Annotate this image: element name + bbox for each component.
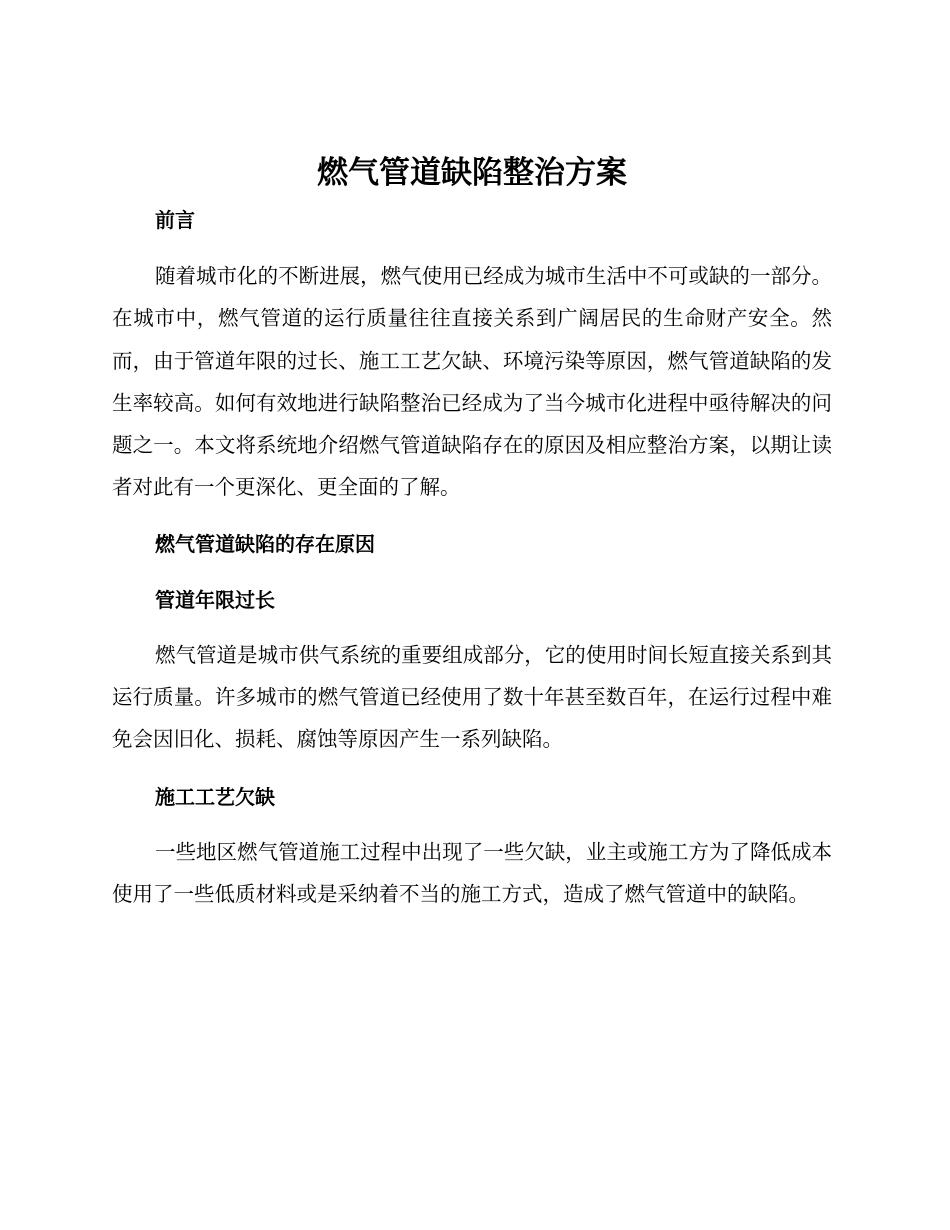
document-page [112,150,832,915]
preface-paragraph: 随着城市化的不断进展，燃气使用已经成为城市生活中不可或缺的一部分。在城市中，燃气管道的运行质量往往直接关系到广阔居民的生命财产安全。然而，由于管道年限的过长、施工工艺欠缺、环境污染等原因，燃气管道缺陷的发生率较高。如何有效地进行缺陷整治已经成为了当今城市化进程中亟待解决的问题之一。本文将系统地介绍燃气管道缺陷存在的原因及相应整治方案，以期让读者对此有一个更深化、更全面的了解。 [112,264,832,500]
pipe-age-paragraph: 燃气管道是城市供气系统的重要组成部分，它的使用时间长短直接关系到其运行质量。许多城市的燃气管道已经使用了数十年甚至数百年，在运行过程中难免会因旧化、损耗、腐蚀等原因产生一系列缺陷。 [112,642,832,752]
section-heading-preface: 前言 [155,208,195,232]
construction-paragraph: 一些地区燃气管道施工过程中出现了一些欠缺，业主或施工方为了降低成本使用了一些低质材料或是采纳着不当的施工方式，造成了燃气管道中的缺陷。 [112,839,832,906]
subsection-heading-pipe-age: 管道年限过长 [155,587,275,612]
subsection-heading-construction: 施工工艺欠缺 [155,784,275,809]
document-title: 燃气管道缺陷整治方案 [317,155,627,191]
section-heading-causes: 燃气管道缺陷的存在原因 [155,531,375,556]
